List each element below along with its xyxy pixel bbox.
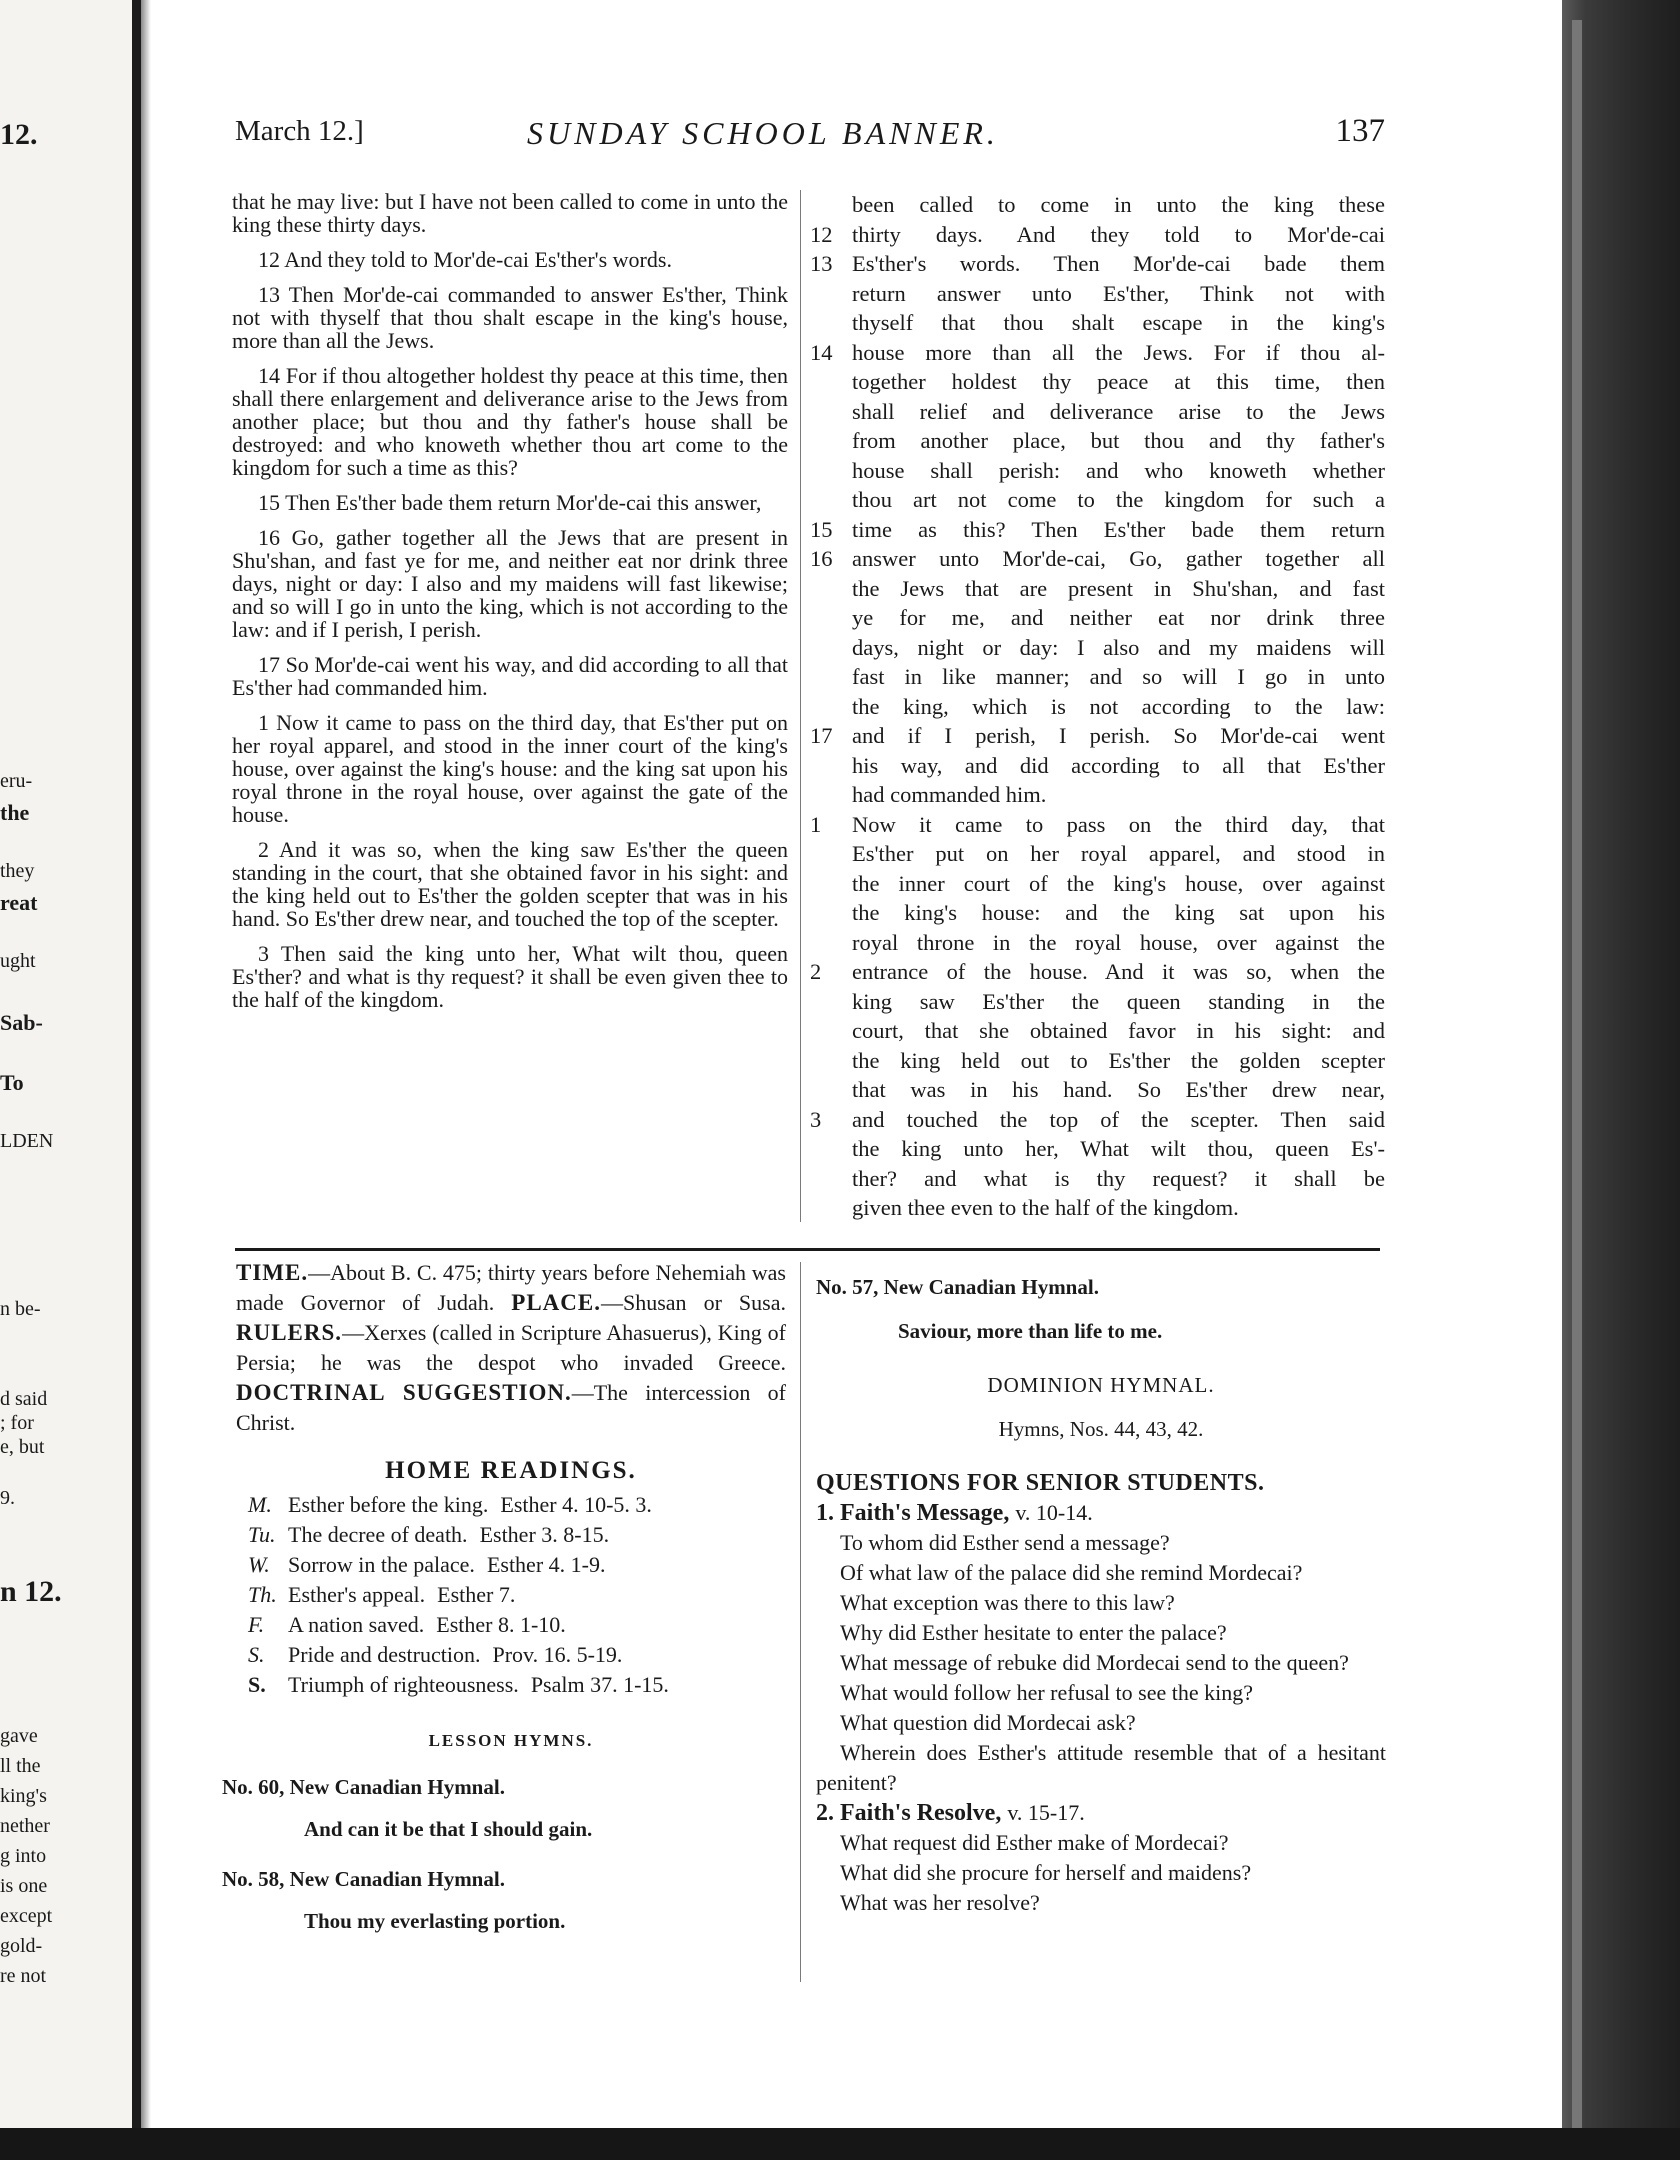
verse-line-text: the king held out to Es'ther the golden scepter xyxy=(852,1047,1385,1073)
verse-line xyxy=(810,220,1385,250)
verse-line xyxy=(810,957,1385,987)
verse-line-text: the king's house: and the king sat upon his xyxy=(852,900,1385,925)
verse-line-text: thirty days. And they told to Mor'de-cai xyxy=(852,221,1385,247)
verse-line xyxy=(810,751,1385,781)
verse-line xyxy=(810,279,1385,309)
verse-line xyxy=(810,869,1385,899)
questions-list xyxy=(816,1498,1386,1918)
verse-line-text: the king unto her, What wilt thou, queen Es'- xyxy=(852,1136,1385,1161)
verse-line xyxy=(810,456,1385,486)
verse-line xyxy=(810,839,1385,869)
binding-edge xyxy=(1572,20,1582,2130)
time-label: TIME. xyxy=(236,1260,309,1285)
reading-item xyxy=(236,1640,786,1670)
revised-version-column xyxy=(810,190,1385,1223)
verse-paragraph: 16 Go, gather together all the Jews that are present in Shu'shan, and fast ye for me, and neither eat nor drink three days, night or day: I also and my maidens will fast likewise; and so will I go in unto the king, which is not according to the law: and if I perish, I perish. xyxy=(232,525,788,642)
scan-bottom-edge xyxy=(0,2128,1680,2160)
adjacent-text-fragment: LDEN xyxy=(0,1130,54,1152)
verse-line-text: fast in like manner; and so will I go in unto xyxy=(852,664,1385,689)
reading-day: S. xyxy=(248,1672,266,1697)
lesson-hymns-title: LESSON HYMNS. xyxy=(428,1731,594,1750)
verse-line-text: house more than all the Jews. For if thou al- xyxy=(852,339,1385,365)
verse-line xyxy=(810,1046,1385,1076)
reading-reference: Esther 4. 1-9. xyxy=(486,1552,606,1577)
verse-number: 17 xyxy=(810,723,833,748)
reading-item xyxy=(236,1520,786,1550)
verse-line xyxy=(810,633,1385,663)
reading-item xyxy=(236,1490,786,1520)
doctrinal-text: —The intercession of Christ. xyxy=(236,1380,786,1435)
question-item: What message of rebuke did Mordecai send to the queen? xyxy=(840,1650,1349,1675)
verse-line xyxy=(810,810,1385,840)
question-item: What exception was there to this law? xyxy=(840,1590,1175,1615)
lesson-notes-column xyxy=(222,1258,786,1956)
verse-number: 3 xyxy=(810,1106,822,1132)
section-verses: v. 15-17. xyxy=(1007,1800,1085,1825)
verse-number: 14 xyxy=(810,339,833,365)
adjacent-text-fragment: the xyxy=(0,800,30,825)
time-text: —About B. C. 475; thirty years before Nehemiah was made Governor of Judah. xyxy=(236,1260,786,1315)
reading-day: F. xyxy=(248,1612,265,1637)
reading-text: Sorrow in the palace. xyxy=(288,1552,475,1577)
rulers-text: —Xerxes (called in Scripture Ahasuerus), King of Persia; he was the despot who invaded Greece. xyxy=(236,1320,786,1375)
question-item: What question did Mordecai ask? xyxy=(840,1710,1136,1735)
verse-line-text: answer unto Mor'de-cai, Go, gather together all xyxy=(852,546,1385,571)
verse-line-text: and if I perish, I perish. So Mor'de-cai went xyxy=(852,723,1385,748)
verse-line xyxy=(810,780,1385,810)
verse-line-text: Es'ther put on her royal apparel, and stood in xyxy=(852,841,1385,866)
reading-text: Esther's appeal. xyxy=(288,1582,426,1607)
verse-line-text: shall relief and deliverance arise to the Jews xyxy=(852,398,1385,424)
verse-line-text: his way, and did according to all that Es'ther xyxy=(852,752,1385,778)
verse-line xyxy=(810,662,1385,692)
hymns-questions-column xyxy=(816,1272,1386,1918)
verse-line-text: the inner court of the king's house, over against xyxy=(852,870,1385,896)
verse-line-text: time as this? Then Es'ther bade them return xyxy=(852,516,1385,542)
adjacent-text-fragment: they xyxy=(0,860,35,882)
verse-line-text: from another place, but thou and thy father's xyxy=(852,428,1385,453)
verse-number: 2 xyxy=(810,959,822,984)
adjacent-text-fragment: is one xyxy=(0,1875,48,1897)
verse-number: 15 xyxy=(810,516,833,542)
verse-paragraph: 13 Then Mor'de-cai commanded to answer Es'ther, Think not with thyself that thou shalt escape in the king's house, more than all the Jews. xyxy=(232,282,788,353)
verse-line xyxy=(810,1105,1385,1135)
hymn-number: No. 57, New Canadian Hymnal. xyxy=(816,1275,1099,1299)
verse-line-text: together holdest thy peace at this time, then xyxy=(852,369,1385,394)
verse-paragraph: 1 Now it came to pass on the third day, that Es'ther put on her royal apparel, and stood in the inner court of the king's house, over against the king's house: and the king sat upon his royal throne in the royal house, over against the gate of the house. xyxy=(232,710,788,827)
verse-line xyxy=(810,515,1385,545)
reading-item xyxy=(236,1550,786,1580)
verse-line xyxy=(810,928,1385,958)
reading-reference: Esther 8. 1-10. xyxy=(436,1612,566,1637)
verse-line xyxy=(810,1134,1385,1164)
reading-item xyxy=(236,1580,786,1610)
issue-date: March 12.] xyxy=(235,115,364,147)
adjacent-text-fragment: ; for xyxy=(0,1412,34,1434)
adjacent-text-fragment: g into xyxy=(0,1845,47,1867)
column-divider xyxy=(800,190,801,1222)
verse-line xyxy=(810,1016,1385,1046)
reading-day: W. xyxy=(248,1552,270,1577)
question-item: To whom did Esther send a message? xyxy=(840,1530,1170,1555)
hymn-title: Saviour, more than life to me. xyxy=(898,1319,1163,1343)
page-number: 137 xyxy=(1335,113,1385,149)
hymn-title: Thou my everlasting portion. xyxy=(304,1909,566,1933)
adjacent-text-fragment: king's xyxy=(0,1785,47,1807)
reading-item xyxy=(236,1610,786,1640)
section-verses: v. 10-14. xyxy=(1015,1500,1093,1525)
reading-reference: Prov. 16. 5-19. xyxy=(492,1642,623,1667)
reading-reference: Esther 4. 10-5. 3. xyxy=(500,1492,652,1517)
adjacent-text-fragment: 9. xyxy=(0,1487,15,1509)
adjacent-text-fragment: reat xyxy=(0,890,38,915)
publication-title: SUNDAY SCHOOL BANNER. xyxy=(527,115,999,151)
question-item: Of what law of the palace did she remind Mordecai? xyxy=(840,1560,1303,1585)
adjacent-text-fragment: Sab- xyxy=(0,1010,43,1035)
verse-line xyxy=(810,367,1385,397)
verse-line xyxy=(810,987,1385,1017)
dominion-hymnal-numbers: Hymns, Nos. 44, 43, 42. xyxy=(998,1417,1204,1441)
verse-line xyxy=(810,308,1385,338)
adjacent-text-fragment: gave xyxy=(0,1725,38,1747)
verse-line xyxy=(810,426,1385,456)
running-header xyxy=(235,115,1385,165)
section-rule xyxy=(235,1248,1380,1251)
reading-day: M. xyxy=(248,1492,272,1517)
adjacent-text-fragment: n be- xyxy=(0,1298,41,1320)
verse-line-text: thyself that thou shalt escape in the king's xyxy=(852,310,1385,335)
question-item: What did she procure for herself and maidens? xyxy=(840,1860,1252,1885)
verse-line-text: Now it came to pass on the third day, that xyxy=(852,811,1385,837)
column-divider-lower xyxy=(800,1262,801,1982)
rulers-label: RULERS. xyxy=(236,1320,343,1345)
questions-title: QUESTIONS FOR SENIOR STUDENTS. xyxy=(816,1470,1265,1496)
verse-line xyxy=(810,721,1385,751)
verse-line-text: given thee even to the half of the kingdom. xyxy=(852,1195,1239,1220)
verse-line-text: thou art not come to the kingdom for such a xyxy=(852,487,1385,512)
dominion-hymnal-title: DOMINION HYMNAL. xyxy=(987,1373,1215,1397)
hymn-title: And can it be that I should gain. xyxy=(304,1817,593,1841)
verse-line-text: days, night or day: I also and my maidens will xyxy=(852,634,1385,660)
verse-paragraph: 2 And it was so, when the king saw Es'ther the queen standing in the court, that she obtained favor in his sight: and the king held out to Es'ther the golden scepter that was in his hand. So Es'ther drew near, and touched the top of the scepter. xyxy=(232,837,788,931)
verse-number: 1 xyxy=(810,811,822,837)
adjacent-text-fragment: n 12. xyxy=(0,1575,62,1608)
question-item: Why did Esther hesitate to enter the palace? xyxy=(840,1620,1227,1645)
question-item: Wherein does Esther's attitude resemble that of a hesitant penitent? xyxy=(816,1740,1386,1795)
home-readings-list xyxy=(236,1490,786,1700)
verse-line xyxy=(810,1164,1385,1194)
adjacent-text-fragment: re not xyxy=(0,1965,47,1987)
verse-line-text: the Jews that are present in Shu'shan, and fast xyxy=(852,575,1385,601)
verse-paragraph: 12 And they told to Mor'de-cai Es'ther's words. xyxy=(258,247,672,272)
reading-item xyxy=(236,1670,786,1700)
adjacent-text-fragment: ught xyxy=(0,950,36,972)
reading-text: Triumph of righteousness. xyxy=(288,1672,519,1697)
verse-line xyxy=(810,485,1385,515)
verse-line xyxy=(810,898,1385,928)
verse-number: 16 xyxy=(810,546,833,571)
verse-line-text: been called to come in unto the king these xyxy=(852,192,1385,217)
verse-line-text: the king, which is not according to the law: xyxy=(852,693,1385,719)
section-title: 1. Faith's Message, xyxy=(816,1500,1016,1526)
gutter-shadow xyxy=(141,0,151,2160)
verse-line xyxy=(810,544,1385,574)
verse-line xyxy=(810,603,1385,633)
home-readings-title: HOME READINGS. xyxy=(385,1457,637,1484)
question-section-heading xyxy=(816,1498,1386,1528)
verse-paragraph: 15 Then Es'ther bade them return Mor'de-cai this answer, xyxy=(258,490,762,515)
verse-line xyxy=(810,249,1385,279)
adjacent-text-fragment: e, but xyxy=(0,1436,45,1458)
verse-line-text: king saw Es'ther the queen standing in the xyxy=(852,988,1385,1014)
question-item: What was her resolve? xyxy=(840,1890,1040,1915)
verse-line xyxy=(810,397,1385,427)
verse-line xyxy=(810,190,1385,220)
verse-paragraph: 3 Then said the king unto her, What wilt thou, queen Es'ther? and what is thy request? it shall be even given thee to the half of the kingdom. xyxy=(232,941,788,1012)
adjacent-text-fragment: 12. xyxy=(0,118,38,151)
question-section-heading xyxy=(816,1798,1386,1828)
reading-day: Tu. xyxy=(248,1522,276,1547)
adjacent-text-fragment: To xyxy=(0,1070,24,1095)
reading-reference: Psalm 37. 1-15. xyxy=(530,1672,669,1697)
verse-line-text: return answer unto Es'ther, Think not with xyxy=(852,280,1385,306)
adjacent-page-rule xyxy=(132,0,141,2160)
reading-reference: Esther 7. xyxy=(437,1582,516,1607)
verse-line xyxy=(810,338,1385,368)
verse-paragraph: 17 So Mor'de-cai went his way, and did according to all that Es'ther had commanded him. xyxy=(232,652,788,700)
adjacent-text-fragment: nether xyxy=(0,1815,50,1837)
verse-line-text: court, that she obtained favor in his sight: and xyxy=(852,1018,1385,1043)
adjacent-text-fragment: except xyxy=(0,1905,53,1927)
adjacent-text-fragment: gold- xyxy=(0,1935,43,1957)
reading-text: Pride and destruction. xyxy=(288,1642,481,1667)
verse-line-text: ther? and what is thy request? it shall be xyxy=(852,1165,1385,1191)
verse-line xyxy=(810,1193,1385,1223)
verse-line-text: Es'ther's words. Then Mor'de-cai bade them xyxy=(852,251,1385,276)
doctrinal-label: DOCTRINAL SUGGESTION. xyxy=(236,1380,572,1405)
adjacent-text-fragment: eru- xyxy=(0,770,33,792)
reading-text: A nation saved. xyxy=(288,1612,425,1637)
question-item: What would follow her refusal to see the king? xyxy=(840,1680,1253,1705)
question-item: What request did Esther make of Mordecai? xyxy=(840,1830,1229,1855)
verse-line-text: that was in his hand. So Es'ther drew near, xyxy=(852,1077,1385,1102)
hymn-number: No. 60, New Canadian Hymnal. xyxy=(222,1775,505,1799)
verse-line xyxy=(810,692,1385,722)
hymn-number: No. 58, New Canadian Hymnal. xyxy=(222,1867,505,1891)
verse-line-text: royal throne in the royal house, over against the xyxy=(852,929,1385,955)
section-title: 2. Faith's Resolve, xyxy=(816,1800,1008,1826)
adjacent-text-fragment: ll the xyxy=(0,1755,41,1777)
reading-text: The decree of death. xyxy=(288,1522,468,1547)
reading-reference: Esther 3. 8-15. xyxy=(479,1522,610,1547)
reading-day: S. xyxy=(248,1642,265,1667)
verse-paragraph: that he may live: but I have not been called to come in unto the king these thirty days. xyxy=(232,189,788,237)
verse-line-text: and touched the top of the scepter. Then said xyxy=(852,1106,1385,1132)
verse-line-text: entrance of the house. And it was so, when the xyxy=(852,959,1385,984)
reading-day: Th. xyxy=(248,1582,277,1607)
verse-line-text: ye for me, and neither eat nor drink three xyxy=(852,605,1385,630)
verse-paragraph: 14 For if thou altogether holdest thy peace at this time, then shall there enlargement and deliverance arise to the Jews from another place; but thou and thy father's house shall be destroyed: and who knoweth whether thou art come to the kingdom for such a time as this? xyxy=(232,363,788,480)
place-text: —Shusan or Susa. xyxy=(600,1290,786,1315)
verse-line xyxy=(810,1075,1385,1105)
place-label: PLACE. xyxy=(511,1290,601,1315)
authorized-version-column xyxy=(232,190,788,1011)
adjacent-text-fragment: d said xyxy=(0,1388,48,1410)
verse-line-text: house shall perish: and who knoweth whether xyxy=(852,457,1385,483)
verse-line-text: had commanded him. xyxy=(852,782,1047,807)
verse-number: 12 xyxy=(810,221,833,247)
verse-line xyxy=(810,574,1385,604)
lesson-info xyxy=(236,1258,786,1438)
verse-number: 13 xyxy=(810,251,833,276)
reading-text: Esther before the king. xyxy=(288,1492,489,1517)
